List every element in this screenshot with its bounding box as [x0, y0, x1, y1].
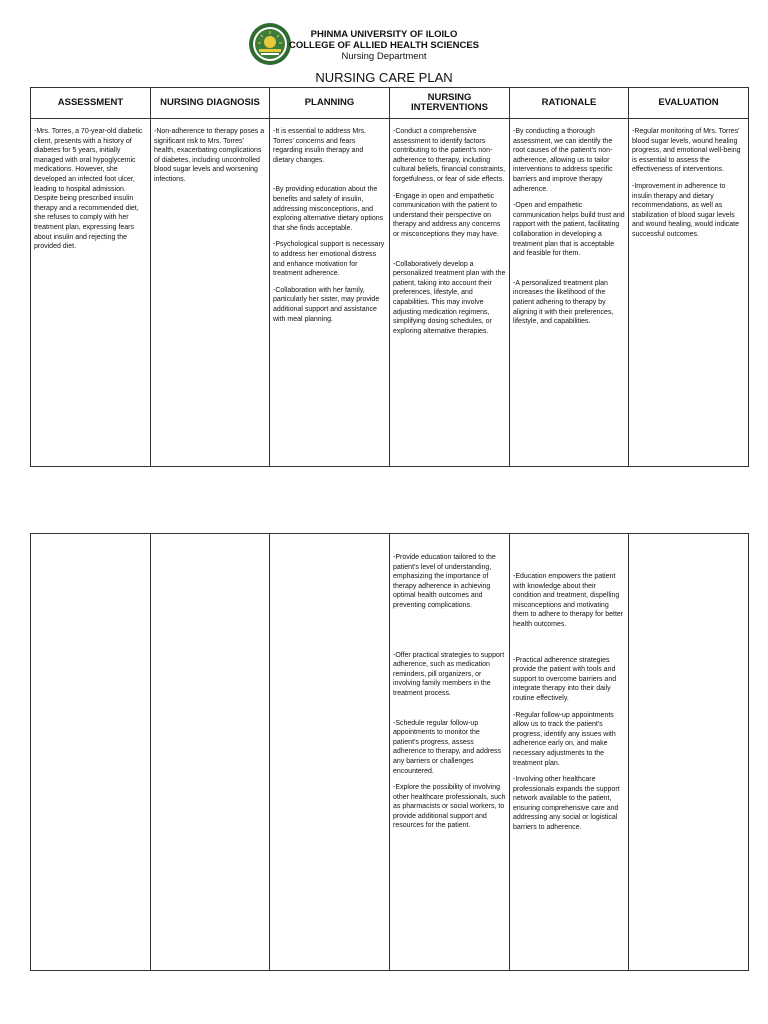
planning-item: -It is essential to address Mrs. Torres' concerns and fears regarding insulin therapy and dietary changes.	[273, 128, 366, 164]
evaluation-item: -Improvement in adherence to insulin therapy and dietary recommendations, as well as stabilization of blood sugar levels and wound healing, would indicate successful outcomes.	[632, 182, 740, 238]
column-header-evaluation: EVALUATION	[629, 88, 749, 119]
rationale-item: -By conducting a thorough assessment, we can identify the root causes of the patient's non-adherence, allowing us to tailor interventions to address specific barriers and improve therapy adherence.	[513, 128, 613, 193]
planning-item: -Psychological support is necessary to address her emotional distress and enhance motivation for treatment adherence.	[273, 241, 385, 278]
assessment-cell-empty	[31, 534, 151, 971]
rationale-item: -Education empowers the patient with knowledge about their condition and treatment, dispelling misconceptions and motivating them to adhere to therapy for better health outcomes.	[513, 573, 624, 628]
intervention-item: -Schedule regular follow-up appointments to monitor the patient's progress, assess adherence to therapy, and address any barriers or challenges encountered.	[393, 719, 502, 775]
planning-item: -By providing education about the benefits and safety of insulin, addressing misconceptions, and exploring alternative dietary options that she finds acceptable.	[273, 186, 384, 232]
interventions-cell	[390, 119, 510, 467]
intervention-item: -Explore the possibility of involving other healthcare professionals, such as pharmacists or social workers, to provide additional support and resources for the patient.	[393, 784, 506, 830]
header-row	[31, 88, 749, 119]
assessment-cell	[31, 119, 151, 467]
intervention-item: -Conduct a comprehensive assessment to identify factors contributing to the patient's non-adherence to therapy, including cultural beliefs, financial constraints, forgetfulness, or fear of side effects.	[393, 128, 506, 183]
university-name: PHINMA UNIVERSITY OF ILOILO	[310, 29, 458, 40]
intervention-item: -Engage in open and empathetic communication with the patient to understand their perspective on therapy and address any concerns or misconceptions they may have.	[393, 192, 501, 238]
intervention-item: -Offer practical strategies to support adherence, such as medication reminders, pill organizers, or involving family members in the treatment process.	[393, 651, 505, 697]
rationale-cell	[510, 534, 629, 971]
rationale-item: -Practical adherence strategies provide the patient with tools and support to overcome barriers and integrate therapy into their daily routine effectively.	[513, 656, 617, 702]
rationale-item: -Involving other healthcare professionals expands the support network available to the patient, ensuring comprehensive care and addressing any social or logistical barriers to adherence.	[513, 776, 620, 832]
evaluation-item: -Regular monitoring of Mrs. Torres' blood sugar levels, wound healing progress, and emotional well-being is essential to assess the effectiveness of interventions.	[632, 128, 741, 174]
diagnosis-cell	[151, 119, 270, 467]
planning-cell-empty	[270, 534, 390, 971]
column-header-nursing-diagnosis: NURSING DIAGNOSIS	[151, 88, 270, 119]
column-header-assessment: ASSESSMENT	[31, 88, 151, 119]
rationale-cell	[510, 119, 629, 467]
planning-cell	[270, 119, 390, 467]
interventions-cell	[390, 534, 510, 971]
content-row	[31, 534, 749, 971]
column-header-rationale: RATIONALE	[510, 88, 629, 119]
column-header-planning: PLANNING	[270, 88, 390, 119]
intervention-item: -Provide education tailored to the patient's level of understanding, emphasizing the importance of therapy adherence in achieving optimal health outcomes and preventing complications.	[393, 554, 496, 609]
column-header-nursing-interventions: NURSING INTERVENTIONS	[390, 88, 510, 119]
intervention-item: -Collaboratively develop a personalized treatment plan with the patient, taking into account their preferences, lifestyle, and capabilities. This may involve adjusting medication regimens, simplifying dosing schedules, or exploring alternative therapies.	[393, 260, 506, 335]
rationale-item: -Open and empathetic communication helps build trust and rapport with the patient, facilitating collaboration in developing a treatment plan that is acceptable and feasible for them.	[513, 202, 625, 258]
care-plan-table-page1	[30, 87, 749, 467]
evaluation-cell-empty	[629, 534, 749, 971]
assessment-text: -Mrs. Torres, a 70-year-old diabetic client, presents with a history of diabetes for 5 years, initially managed with oral hypoglycemic medications. However, she developed an infected foot ulcer, leading to hospital admission. Despite being prescribed insulin therapy and a recommended diet, she refuses to comply with her treatment plan, expressing fears about insulin and rejecting the provided diet.	[34, 128, 143, 251]
college-name: COLLEGE OF ALLIED HEALTH SCIENCES	[288, 40, 479, 51]
document-title: NURSING CARE PLAN	[315, 70, 453, 85]
rationale-item: -Regular follow-up appointments allow us to track the patient's progress, identify any issues with adherence early on, and make necessary adjustments to the treatment plan.	[513, 711, 616, 767]
evaluation-cell	[629, 119, 749, 467]
care-plan-table-page2	[30, 533, 749, 971]
content-row	[31, 119, 749, 467]
department-name: Nursing Department	[341, 51, 427, 62]
planning-item: -Collaboration with her family, particularly her sister, may provide additional support and assistance with meal planning.	[273, 286, 380, 323]
rationale-item: -A personalized treatment plan increases the likelihood of the patient adhering to therapy by aligning it with their preferences, lifestyle, and capabilities.	[513, 279, 614, 326]
diagnosis-text: -Non-adherence to therapy poses a significant risk to Mrs. Torres' health, exacerbating complications of diabetes, including uncontrolled blood sugar levels and worsening infections.	[154, 128, 265, 183]
diagnosis-cell-empty	[151, 534, 270, 971]
